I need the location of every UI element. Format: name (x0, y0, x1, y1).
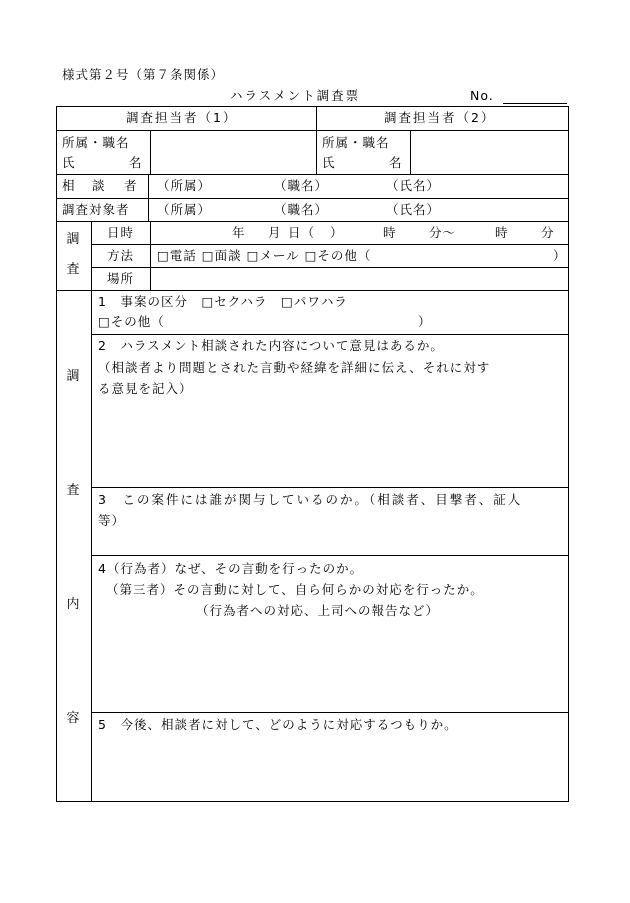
date-day-close: ） (330, 225, 344, 240)
content-char: 調 (66, 369, 80, 384)
q1-line1[interactable]: 1 事案の区分 □セクハラ □パワハラ (98, 294, 348, 309)
form-number: 様式第２号（第７条関係） (62, 67, 225, 82)
method-label: 方法 (107, 248, 135, 263)
content-char: 容 (66, 711, 80, 726)
row-line (91, 712, 569, 713)
q4-answer-field[interactable] (92, 622, 568, 711)
investigator-1-field[interactable] (151, 131, 315, 173)
method-close: ） (553, 248, 567, 263)
date-label: 日時 (107, 225, 135, 240)
investigator-2-label: 調査担当者（2） (384, 110, 496, 125)
date-hour-1[interactable]: 時 (383, 225, 397, 240)
target-affiliation[interactable]: （所属） (157, 202, 212, 217)
survey-char: 調 (66, 232, 80, 247)
q3-line2: 等） (98, 513, 126, 528)
row-line (91, 334, 569, 335)
no-label: No. (470, 88, 494, 103)
name-char-1: 氏 (62, 155, 76, 170)
consultant-position[interactable]: （職名） (274, 178, 329, 193)
row-line (56, 290, 569, 291)
q4-line3: （行為者への対応、上司への報告など） (196, 603, 440, 618)
date-year[interactable]: 年 (232, 225, 246, 240)
q4-line2: （第三者）その言動に対して、自ら何らかの対応を行ったか。 (106, 582, 484, 597)
q1-close: ） (418, 314, 432, 329)
date-day[interactable]: 日（ (288, 225, 316, 240)
q2-answer-field[interactable] (92, 400, 568, 486)
place-label: 場所 (107, 271, 135, 286)
date-minute-1[interactable]: 分〜 (429, 225, 457, 240)
name-char-2: 名 (129, 155, 143, 170)
target-name[interactable]: （氏名） (386, 202, 441, 217)
affiliation-label-2: 所属・職名 (322, 135, 390, 150)
row-line (56, 174, 569, 175)
row-line (56, 221, 569, 222)
q5-answer-field[interactable] (92, 736, 568, 800)
consultant-name[interactable]: （氏名） (386, 178, 441, 193)
row-line (91, 555, 569, 556)
col-line (316, 106, 317, 174)
consultant-char: 談 (92, 178, 106, 193)
investigator-2-field[interactable] (411, 131, 568, 173)
content-char: 査 (66, 483, 80, 498)
q3-line1: 3 この案件には誰が関与しているのか。（相談者、目撃者、証人 (98, 492, 523, 507)
investigator-1-label: 調査担当者（1） (126, 110, 238, 125)
name-char-2: 名 (389, 155, 403, 170)
q3-answer-field[interactable] (92, 532, 568, 554)
no-input-line[interactable] (503, 103, 567, 104)
col-line (148, 174, 149, 221)
target-label: 調査対象者 (62, 202, 130, 217)
survey-char: 査 (66, 262, 80, 277)
q1-line2[interactable]: □その他（ (98, 314, 165, 329)
name-char-1: 氏 (322, 155, 336, 170)
method-options[interactable]: □電話 □面談 □メール □その他（ (157, 248, 372, 263)
q2-line1: 2 ハラスメント相談された内容について意見はあるか。 (98, 338, 444, 353)
form-title: ハラスメント調査票 (230, 88, 361, 103)
date-minute-2[interactable]: 分 (541, 225, 555, 240)
row-line (91, 244, 569, 245)
row-line (91, 487, 569, 488)
affiliation-label-1: 所属・職名 (62, 135, 130, 150)
date-hour-2[interactable]: 時 (495, 225, 509, 240)
q2-line2: （相談者より問題とされた言動や経緯を詳細に伝え、それに対す (98, 360, 491, 375)
content-char: 内 (66, 597, 80, 612)
consultant-char: 者 (124, 178, 138, 193)
place-field[interactable] (151, 268, 568, 289)
q4-line1: 4（行為者）なぜ、その言動を行ったのか。 (98, 561, 364, 576)
date-month[interactable]: 月 (268, 225, 282, 240)
col-line (91, 221, 92, 802)
consultant-char: 相 (62, 178, 76, 193)
consultant-affiliation[interactable]: （所属） (157, 178, 212, 193)
q5-line1: 5 今後、相談者に対して、どのように対応するつもりか。 (98, 717, 458, 732)
q2-line3: る意見を記入） (98, 381, 193, 396)
row-line (56, 198, 569, 199)
target-position[interactable]: （職名） (274, 202, 329, 217)
